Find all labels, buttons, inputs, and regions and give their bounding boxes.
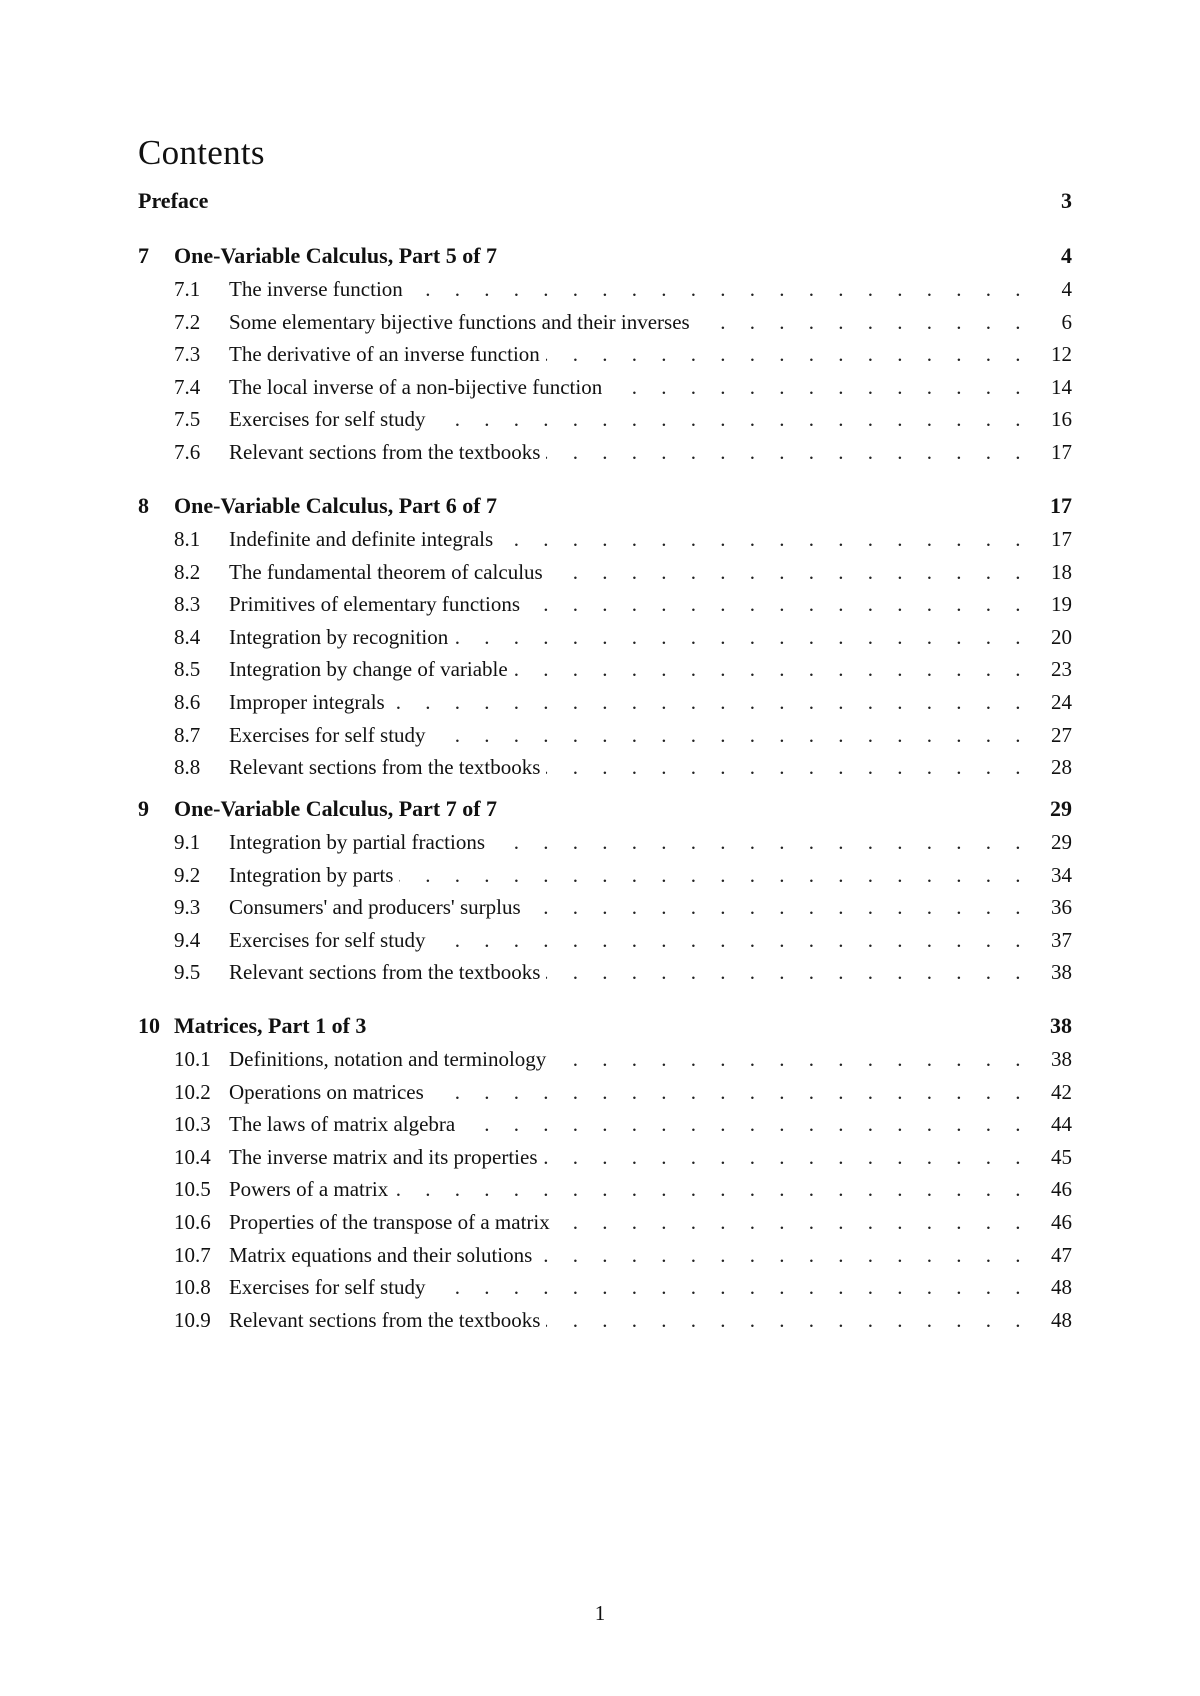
toc-section-page: 38 <box>1051 960 1072 984</box>
toc-section-title: The fundamental theorem of calculus <box>229 560 543 584</box>
toc-section-title: Exercises for self study <box>229 928 426 952</box>
toc-section-number: 10.9 <box>174 1308 211 1332</box>
toc-chapter-number: 7 <box>138 243 149 268</box>
toc-section-page: 19 <box>1051 592 1072 616</box>
toc-section-number: 7.5 <box>174 407 201 431</box>
toc-dot-leader <box>544 1142 1031 1172</box>
toc-chapter-entry[interactable] <box>138 491 1072 521</box>
toc-section-number: 8.4 <box>174 625 201 649</box>
toc-section-page: 16 <box>1051 407 1072 431</box>
toc-section-entry[interactable] <box>138 1207 1072 1237</box>
toc-section-number: 9.4 <box>174 928 201 952</box>
toc-section-entry[interactable] <box>138 339 1072 369</box>
toc-section-number: 10.8 <box>174 1275 211 1299</box>
toc-section-entry[interactable] <box>138 827 1072 857</box>
toc-section-entry[interactable] <box>138 274 1072 304</box>
toc-section-page: 48 <box>1051 1308 1072 1332</box>
toc-dot-leader <box>432 925 1030 955</box>
toc-section-title: Definitions, notation and terminology <box>229 1047 547 1071</box>
toc-preface-entry[interactable] <box>138 186 1072 216</box>
toc-section-entry[interactable] <box>138 1272 1072 1302</box>
toc-section-title: Integration by partial fractions <box>229 830 485 854</box>
toc-section-entry[interactable] <box>138 892 1072 922</box>
toc-dot-leader <box>432 404 1030 434</box>
toc-section-number: 8.1 <box>174 527 201 551</box>
toc-dot-leader <box>552 1044 1030 1074</box>
toc-section-entry[interactable] <box>138 437 1072 467</box>
toc-section-title: Exercises for self study <box>229 723 426 747</box>
toc-section-entry[interactable] <box>138 1174 1072 1204</box>
toc-section-page: 4 <box>1061 277 1072 301</box>
toc-section-title: The inverse matrix and its properties <box>229 1145 538 1169</box>
toc-section-page: 44 <box>1051 1112 1072 1136</box>
toc-section-entry[interactable] <box>138 957 1072 987</box>
toc-section-number: 10.2 <box>174 1080 211 1104</box>
toc-section-title: Integration by change of variable <box>229 657 508 681</box>
toc-chapter-entry[interactable] <box>138 1011 1072 1041</box>
toc-dot-leader <box>454 622 1030 652</box>
toc-section-page: 46 <box>1051 1210 1072 1234</box>
toc-section-page: 46 <box>1051 1177 1072 1201</box>
toc-chapter-title: One-Variable Calculus, Part 6 of 7 <box>174 493 498 518</box>
toc-chapter-page: 29 <box>1050 796 1072 821</box>
toc-chapter-number: 10 <box>138 1013 160 1038</box>
toc-section-entry[interactable] <box>138 687 1072 717</box>
toc-section-title: Exercises for self study <box>229 1275 426 1299</box>
toc-section-entry[interactable] <box>138 752 1072 782</box>
toc-section-title: Indefinite and definite integrals <box>229 527 494 551</box>
toc-section-page: 36 <box>1051 895 1072 919</box>
toc-chapter-number: 8 <box>138 493 149 518</box>
toc-section-title: Properties of the transpose of a matrix <box>229 1210 550 1234</box>
toc-chapter-page: 4 <box>1061 243 1072 268</box>
toc-section-page: 6 <box>1061 310 1072 334</box>
toc-dot-leader <box>391 687 1030 717</box>
toc-section-page: 24 <box>1051 690 1072 714</box>
toc-section-title: Relevant sections from the textbooks <box>229 755 541 779</box>
toc-section-title: Exercises for self study <box>229 407 426 431</box>
toc-section-entry[interactable] <box>138 860 1072 890</box>
toc-chapter-title: One-Variable Calculus, Part 7 of 7 <box>174 796 498 821</box>
toc-section-entry[interactable] <box>138 1109 1072 1139</box>
toc-section-number: 8.8 <box>174 755 201 779</box>
toc-section-entry[interactable] <box>138 622 1072 652</box>
toc-section-number: 10.4 <box>174 1145 211 1169</box>
toc-section-number: 7.3 <box>174 342 201 366</box>
toc-section-entry[interactable] <box>138 1077 1072 1107</box>
toc-section-number: 9.2 <box>174 863 201 887</box>
toc-chapter-entry[interactable] <box>138 241 1072 271</box>
toc-section-title: The inverse function <box>229 277 403 301</box>
toc-section-page: 18 <box>1051 560 1072 584</box>
toc-section-number: 8.6 <box>174 690 201 714</box>
toc-dot-leader <box>409 274 1030 304</box>
toc-section-number: 10.3 <box>174 1112 211 1136</box>
toc-dot-leader <box>514 654 1030 684</box>
toc-section-entry[interactable] <box>138 307 1072 337</box>
toc-section-number: 8.5 <box>174 657 201 681</box>
toc-section-number: 7.1 <box>174 277 201 301</box>
toc-section-entry[interactable] <box>138 1240 1072 1270</box>
toc-dot-leader <box>394 1174 1030 1204</box>
toc-chapter-entry[interactable] <box>138 794 1072 824</box>
toc-section-title: Improper integrals <box>229 690 385 714</box>
toc-section-title: Operations on matrices <box>229 1080 424 1104</box>
toc-section-number: 10.7 <box>174 1243 211 1267</box>
toc-section-title: Primitives of elementary functions <box>229 592 521 616</box>
toc-section-number: 10.5 <box>174 1177 211 1201</box>
toc-section-number: 9.1 <box>174 830 201 854</box>
toc-section-entry[interactable] <box>138 925 1072 955</box>
toc-section-page: 37 <box>1051 928 1072 952</box>
toc-dot-leader <box>546 752 1030 782</box>
toc-section-page: 28 <box>1051 755 1072 779</box>
toc-section-title: The derivative of an inverse function <box>229 342 540 366</box>
toc-section-page: 38 <box>1051 1047 1072 1071</box>
toc-section-page: 23 <box>1051 657 1072 681</box>
toc-section-page: 42 <box>1051 1080 1072 1104</box>
toc-section-page: 27 <box>1051 723 1072 747</box>
toc-chapter-page: 17 <box>1050 493 1072 518</box>
toc-section-title: Powers of a matrix <box>229 1177 389 1201</box>
toc-section-title: Integration by recognition <box>229 625 449 649</box>
toc-section-number: 10.1 <box>174 1047 211 1071</box>
toc-section-entry[interactable] <box>138 1142 1072 1172</box>
toc-section-page: 47 <box>1051 1243 1072 1267</box>
toc-dot-leader <box>491 827 1030 857</box>
toc-section-title: Integration by parts <box>229 863 394 887</box>
toc-section-page: 17 <box>1051 527 1072 551</box>
toc-section-page: 20 <box>1051 625 1072 649</box>
toc-dot-leader <box>556 1207 1030 1237</box>
toc-section-title: Relevant sections from the textbooks <box>229 1308 541 1332</box>
toc-section-number: 8.2 <box>174 560 201 584</box>
toc-dot-leader <box>549 557 1030 587</box>
toc-section-title: The laws of matrix algebra <box>229 1112 456 1136</box>
toc-dot-leader <box>608 372 1030 402</box>
page-number: 1 <box>594 1601 606 1625</box>
toc-dot-leader <box>527 892 1030 922</box>
toc-dot-leader <box>546 437 1030 467</box>
toc-section-number: 7.2 <box>174 310 201 334</box>
toc-section-page: 17 <box>1051 440 1072 464</box>
toc-dot-leader <box>432 1272 1030 1302</box>
toc-section-entry[interactable] <box>138 589 1072 619</box>
toc-dot-leader <box>399 860 1030 890</box>
toc-section-page: 14 <box>1051 375 1072 399</box>
toc-section-title: Consumers' and producers' surplus <box>229 895 521 919</box>
toc-chapter-number: 9 <box>138 796 149 821</box>
toc-section-page: 48 <box>1051 1275 1072 1299</box>
toc-section-entry[interactable] <box>138 1305 1072 1335</box>
toc-chapter-page: 38 <box>1050 1013 1072 1038</box>
toc-dot-leader <box>546 1305 1030 1335</box>
toc-section-entry[interactable] <box>138 1044 1072 1074</box>
toc-section-page: 12 <box>1051 342 1072 366</box>
toc-dot-leader <box>546 957 1030 987</box>
toc-section-number: 8.7 <box>174 723 201 747</box>
toc-section-number: 10.6 <box>174 1210 211 1234</box>
toc-section-entry[interactable] <box>138 524 1072 554</box>
toc-section-number: 8.3 <box>174 592 201 616</box>
toc-section-page: 45 <box>1051 1145 1072 1169</box>
toc-chapter-title: Matrices, Part 1 of 3 <box>174 1013 367 1038</box>
page-title: Contents <box>138 133 265 172</box>
toc-section-entry[interactable] <box>138 372 1072 402</box>
toc-section-title: Relevant sections from the textbooks <box>229 960 541 984</box>
toc-preface-page: 3 <box>1061 188 1072 213</box>
toc-section-entry[interactable] <box>138 557 1072 587</box>
toc-dot-leader <box>546 339 1030 369</box>
toc-section-number: 9.5 <box>174 960 201 984</box>
toc-preface-label: Preface <box>138 188 209 213</box>
toc-section-page: 29 <box>1051 830 1072 854</box>
toc-section-number: 7.6 <box>174 440 201 464</box>
toc-section-title: Some elementary bijective functions and their inverses <box>229 310 690 334</box>
toc-section-page: 34 <box>1051 863 1072 887</box>
toc-section-entry[interactable] <box>138 654 1072 684</box>
toc-section-title: The local inverse of a non-bijective function <box>229 375 603 399</box>
toc-dot-leader <box>696 307 1030 337</box>
toc-dot-leader <box>461 1109 1030 1139</box>
toc-section-entry[interactable] <box>138 404 1072 434</box>
toc-section-entry[interactable] <box>138 720 1072 750</box>
toc-dot-leader <box>499 524 1030 554</box>
toc-section-number: 9.3 <box>174 895 201 919</box>
toc-dot-leader <box>432 720 1030 750</box>
toc-dot-leader <box>538 1240 1030 1270</box>
toc-section-title: Relevant sections from the textbooks <box>229 440 541 464</box>
toc-dot-leader <box>526 589 1030 619</box>
toc-dot-leader <box>430 1077 1030 1107</box>
toc-section-title: Matrix equations and their solutions <box>229 1243 533 1267</box>
toc-chapter-title: One-Variable Calculus, Part 5 of 7 <box>174 243 498 268</box>
toc-section-number: 7.4 <box>174 375 201 399</box>
